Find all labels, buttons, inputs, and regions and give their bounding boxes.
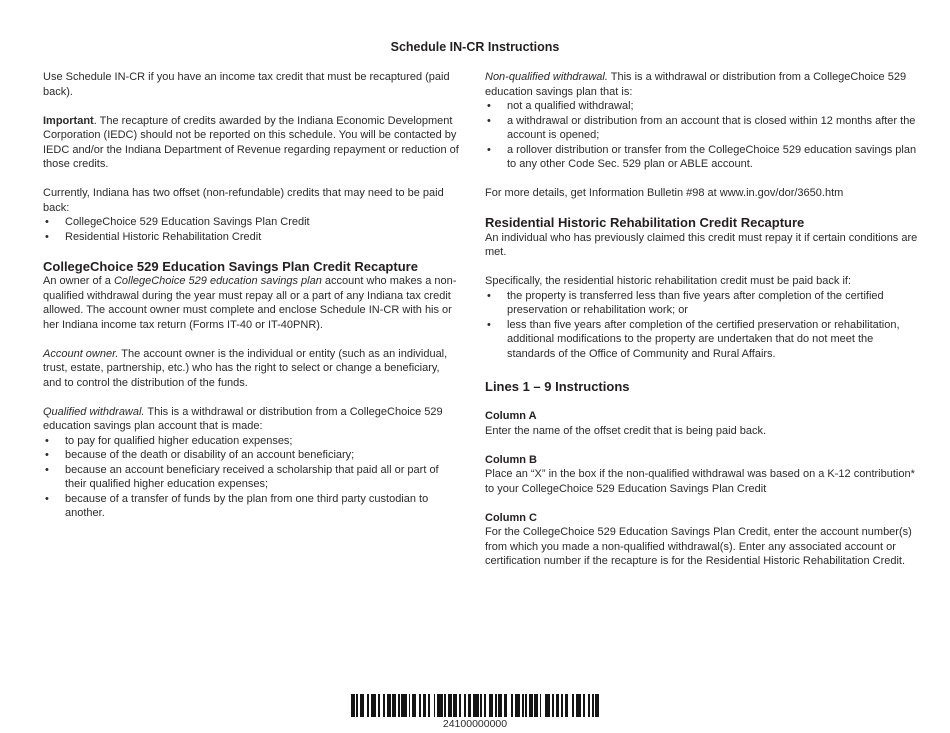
list-item: • a withdrawal or distribution from an account that is closed within 12 months after the account is opened; bbox=[485, 114, 919, 143]
list-item: • CollegeChoice 529 Education Savings Plan Credit bbox=[43, 215, 459, 230]
page-footer bbox=[0, 694, 950, 731]
right-column bbox=[485, 70, 919, 583]
qualified-withdrawal-list bbox=[43, 434, 459, 521]
owner-text-pre: An owner of a bbox=[43, 275, 114, 287]
specifically-list bbox=[485, 289, 919, 362]
list-item: • because an account beneficiary received a scholarship that paid all or part of their qualified higher education expenses; bbox=[43, 463, 459, 492]
two-column-layout bbox=[0, 70, 950, 583]
residential-recapture-heading: Residential Historic Rehabilitation Credit Recapture bbox=[485, 215, 805, 230]
intro-paragraph bbox=[43, 70, 459, 99]
column-c-label: Column C bbox=[485, 511, 537, 524]
more-details-paragraph: For more details, get Information Bulletin #98 at www.in.gov/dor/3650.htm bbox=[485, 187, 844, 199]
intro-text: Use Schedule IN-CR if you have an income tax credit that must be recaptured (paid back). bbox=[43, 71, 450, 98]
currently-paragraph: Currently, Indiana has two offset (non-refundable) credits that may need to be paid back: bbox=[43, 187, 444, 214]
list-item: • not a qualified withdrawal; bbox=[485, 99, 919, 114]
specifically-paragraph: Specifically, the residential historic rehabilitation credit must be paid back if: bbox=[485, 275, 852, 287]
column-a-label: Column A bbox=[485, 410, 537, 422]
list-item: • because of a transfer of funds by the plan from one third party custodian to another. bbox=[43, 492, 459, 521]
list-item: • less than five years after completion of the certified preservation or rehabilitation, additional modifications to the property are undertaken that do not meet the standards of the Office of Community and Rural Affairs. bbox=[485, 318, 919, 362]
list-item: • the property is transferred less than five years after completion of the certified preservation or rehabilitation work; or bbox=[485, 289, 919, 318]
qualified-withdrawal-paragraph bbox=[43, 405, 459, 434]
lines-instructions-heading: Lines 1 – 9 Instructions bbox=[485, 379, 630, 394]
owner-text-post: account who makes a non-qualified withdrawal during the year must repay all or a part of any Indiana tax credit allowed. The account owner must complete and enclose Schedule IN-CR with his or her Indiana income tax return (Forms IT-40 or IT-40PNR). bbox=[43, 275, 457, 331]
barcode-number: 24100000000 bbox=[442, 718, 508, 730]
account-owner-label: Account owner. bbox=[43, 347, 119, 360]
important-label: Important bbox=[43, 114, 94, 127]
left-column bbox=[43, 70, 459, 583]
qualified-withdrawal-text: This is a withdrawal or distribution from a CollegeChoice 529 education savings plan account that is made: bbox=[43, 405, 443, 432]
residential-paragraph: An individual who has previously claimed this credit must repay it if certain conditions are met. bbox=[485, 231, 918, 258]
column-b-label: Column B bbox=[485, 453, 537, 466]
barcode bbox=[351, 694, 599, 717]
list-item: • to pay for qualified higher education expenses; bbox=[43, 434, 459, 449]
account-owner-text: The account owner is the individual or entity (such as an individual, trust, estate, partnership, etc.) who has the right to select or change a beneficiary, and to control the distribution of the funds. bbox=[43, 347, 448, 389]
list-item: • because of the death or disability of an account beneficiary; bbox=[43, 448, 459, 463]
page-title: Schedule IN-CR Instructions bbox=[390, 40, 560, 54]
column-a-text: Enter the name of the offset credit that is being paid back. bbox=[485, 424, 767, 437]
important-text: . The recapture of credits awarded by the Indiana Economic Development Corporation (IEDC) should not be reported on this schedule. You will be contacted by IEDC and/or the Indiana Department of Revenue regarding repayment or reduction of those credits. bbox=[43, 114, 459, 170]
account-owner-paragraph bbox=[43, 347, 459, 391]
nonqualified-list bbox=[485, 99, 919, 172]
column-c-text: For the CollegeChoice 529 Education Savings Plan Credit, enter the account number(s) from which you made a non-qualified withdrawal(s). Enter any associated account or certification number if the recapture is for the Residential Historic Rehabilitation Credit. bbox=[485, 526, 912, 567]
list-item: • Residential Historic Rehabilitation Credit bbox=[43, 230, 459, 245]
nonqualified-text: This is a withdrawal or distribution from a CollegeChoice 529 education savings plan that is: bbox=[485, 71, 907, 98]
nonqualified-paragraph bbox=[485, 70, 919, 99]
important-paragraph bbox=[43, 114, 459, 172]
collegechoice-recapture-heading: CollegeChoice 529 Education Savings Plan Credit Recapture bbox=[43, 258, 418, 274]
owner-plan-name: CollegeChoice 529 education savings plan bbox=[113, 275, 322, 287]
document-page bbox=[0, 40, 950, 733]
column-b-text: Place an “X” in the box if the non-qualified withdrawal was based on a K-12 contribution* to your CollegeChoice 529 Education Savings Plan Credit bbox=[485, 468, 915, 495]
nonqualified-label: Non-qualified withdrawal. bbox=[485, 71, 608, 83]
offset-credits-list bbox=[43, 215, 459, 244]
owner-paragraph bbox=[43, 274, 459, 332]
qualified-withdrawal-label: Qualified withdrawal. bbox=[43, 405, 145, 418]
list-item: • a rollover distribution or transfer from the CollegeChoice 529 education savings plan to any other Code Sec. 529 plan or ABLE account. bbox=[485, 143, 919, 172]
